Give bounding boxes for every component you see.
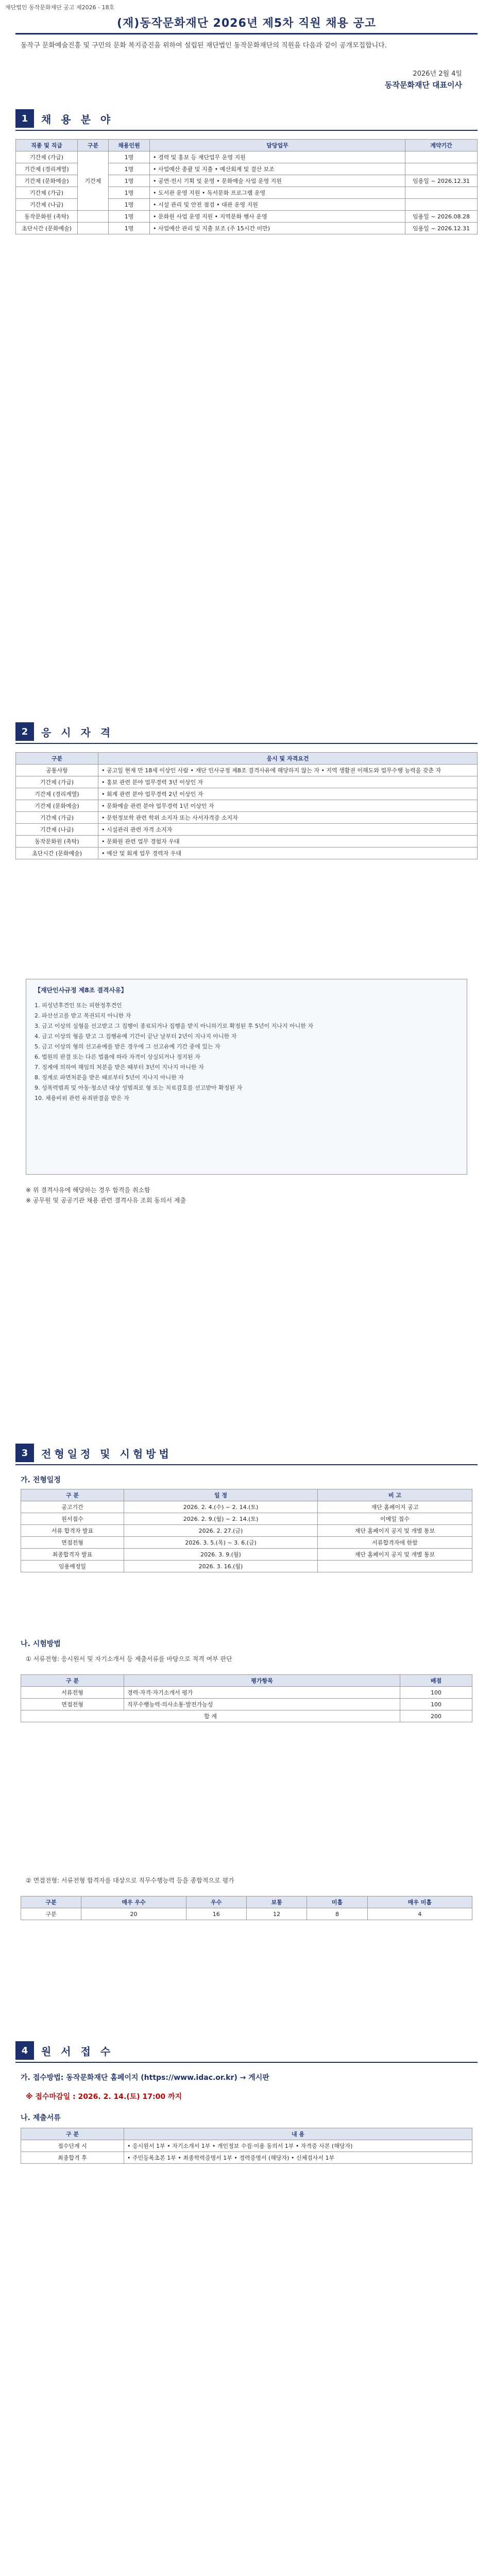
box-line: 9. 성폭력범죄 및 아동·청소년 대상 성범죄로 형 또는 치료감호를 선고받아 확정된 자 xyxy=(35,1084,243,1091)
table-row xyxy=(16,223,478,234)
duty-cell: • 경력 및 홍보 등 재단업무 운영 지원 xyxy=(150,151,405,163)
subheading: 나. 제출서류 xyxy=(21,2114,61,2122)
term-cell: 임용일 ~ 2026.12.31 xyxy=(405,223,478,234)
col-header: 평가항목 xyxy=(124,1675,400,1687)
qual-key: 기간제 (경리계열) xyxy=(16,788,98,800)
score-table xyxy=(21,1674,472,1722)
duty-cell: • 시설 관리 및 안전 점검 • 대관 운영 지원 xyxy=(150,199,405,211)
total-value: 200 xyxy=(400,1710,472,1722)
section-number: 2 xyxy=(15,722,34,741)
col-header: 응시 및 자격요건 xyxy=(98,753,478,765)
signature: 동작문화재단 대표이사 xyxy=(384,80,462,90)
job-cell: 기간제 (가급) xyxy=(16,187,78,199)
section-title: 원 서 접 수 xyxy=(41,2045,114,2058)
documents-table xyxy=(21,2128,472,2164)
notice-number: 재단법인 동작문화재단 공고 제2026 - 18호 xyxy=(5,4,115,11)
schedule-date: 2026. 3. 5.(목) ~ 3. 6.(금) xyxy=(124,1537,318,1549)
job-cell: 기간제 (경리계열) xyxy=(16,163,78,175)
grade-value: 20 xyxy=(81,1908,186,1920)
notice-date: 2026년 2월 4일 xyxy=(413,70,462,78)
subheading: 나. 시험방법 xyxy=(21,1640,61,1648)
total-label: 합 계 xyxy=(21,1710,400,1722)
section-number: 3 xyxy=(15,1444,34,1462)
col-header: 직종 및 직급 xyxy=(16,140,78,151)
table-row xyxy=(21,1549,472,1561)
schedule-note: 서류합격자에 한함 xyxy=(318,1537,472,1549)
grade-value: 12 xyxy=(246,1908,307,1920)
qual-key: 기간제 (가급) xyxy=(16,812,98,824)
box-line: 5. 금고 이상의 형의 선고유예를 받은 경우에 그 선고유예 기간 중에 있는 자 xyxy=(35,1043,220,1050)
job-cell: 기간제 (가급) xyxy=(16,151,78,163)
deadline-note: ※ 접수마감일 : 2026. 2. 14.(토) 17:00 까지 xyxy=(26,2093,182,2101)
box-line: 1. 피성년후견인 또는 피한정후견인 xyxy=(35,1002,122,1009)
schedule-date: 2026. 2. 4.(수) ~ 2. 14.(토) xyxy=(124,1501,318,1513)
section-number: 1 xyxy=(15,109,34,128)
method-note: ① 서류전형: 응시원서 및 자기소개서 등 제출서류를 바탕으로 적격 여부 판단 xyxy=(26,1655,232,1663)
schedule-date: 2026. 3. 16.(월) xyxy=(124,1561,318,1572)
table-row xyxy=(16,788,478,800)
col-header: 구 분 xyxy=(21,2128,124,2140)
job-cell: 기간제 (문화예술) xyxy=(16,175,78,187)
qual-key: 초단시간 (문화예술) xyxy=(16,848,98,859)
schedule-table xyxy=(21,1489,472,1572)
duty-cell: • 공연·전시 기획 및 운영 • 문화예술 사업 운영 지원 xyxy=(150,175,405,187)
schedule-date: 2026. 2. 27.(금) xyxy=(124,1525,318,1537)
score-key: 서류전형 xyxy=(21,1687,124,1699)
job-cell: 기간제 (나급) xyxy=(16,199,78,211)
term-cell xyxy=(405,151,478,163)
schedule-key: 임용예정일 xyxy=(21,1561,124,1572)
grade-value: 16 xyxy=(186,1908,246,1920)
subheading: 가. 전형일정 xyxy=(21,1476,61,1484)
score-points: 100 xyxy=(400,1699,472,1710)
score-key: 면접전형 xyxy=(21,1699,124,1710)
schedule-note: 재단 홈페이지 공고 xyxy=(318,1501,472,1513)
job-cell: 초단시간 (문화예술) xyxy=(16,223,78,234)
grade-header: 우수 xyxy=(186,1896,246,1908)
section-number: 4 xyxy=(15,2041,34,2060)
table-row xyxy=(16,812,478,824)
duty-cell: • 사업예산 총괄 및 지출 • 예산회계 및 결산 보조 xyxy=(150,163,405,175)
interview-note: ② 면접전형: 서류전형 합격자를 대상으로 직무수행능력 등을 종합적으로 평가 xyxy=(26,1877,234,1884)
score-points: 100 xyxy=(400,1687,472,1699)
count-cell: 1명 xyxy=(109,163,150,175)
section-divider xyxy=(15,2062,478,2063)
schedule-note: 재단 홈페이지 공지 및 개별 통보 xyxy=(318,1525,472,1537)
qualification-table xyxy=(15,752,478,859)
qual-value: • 문화예술 관련 분야 업무경력 1년 이상인 자 xyxy=(98,800,478,812)
section-title: 응 시 자 격 xyxy=(41,726,114,739)
section-title: 채 용 분 야 xyxy=(41,113,114,126)
table-row xyxy=(21,1699,472,1710)
doc-key: 최종합격 후 xyxy=(21,2152,124,2164)
doc-key: 접수단계 시 xyxy=(21,2140,124,2152)
grade-value: 8 xyxy=(307,1908,367,1920)
group-cell xyxy=(78,223,109,234)
table-row xyxy=(16,151,478,163)
page-title: (재)동작문화재단 2026년 제5차 직원 채용 공고 xyxy=(117,17,376,30)
grade-table xyxy=(21,1896,472,1920)
table-row xyxy=(21,2152,472,2164)
note-line: ※ 공무원 및 공공기관 채용 관련 결격사유 조회 동의서 제출 xyxy=(26,1197,186,1204)
col-header: 채용인원 xyxy=(109,140,150,151)
term-cell xyxy=(405,163,478,175)
group-cell: 기간제 xyxy=(78,151,109,211)
grade-header: 매우 미흡 xyxy=(367,1896,472,1908)
qual-key: 동작문화원 (촉탁) xyxy=(16,836,98,848)
grade-value: 4 xyxy=(367,1908,472,1920)
section-header-3 xyxy=(15,1443,172,1463)
schedule-key: 최종합격자 발표 xyxy=(21,1549,124,1561)
section-divider xyxy=(15,130,478,131)
qual-value: • 문화원 관련 업무 경험자 우대 xyxy=(98,836,478,848)
duty-cell: • 도서관 운영 지원 • 독서문화 프로그램 운영 xyxy=(150,187,405,199)
col-header: 내 용 xyxy=(124,2128,472,2140)
subheading: 가. 접수방법: 동작문화재단 홈페이지 (https://www.idac.or.kr) → 게시판 xyxy=(21,2074,269,2082)
job-cell: 동작문화원 (촉탁) xyxy=(16,211,78,223)
score-item: 직무수행능력·의사소통·발전가능성 xyxy=(124,1699,400,1710)
note-line: ※ 위 결격사유에 해당하는 경우 합격을 취소함 xyxy=(26,1187,150,1194)
schedule-key: 면접전형 xyxy=(21,1537,124,1549)
table-row xyxy=(21,2140,472,2152)
table-row xyxy=(16,765,478,776)
grade-header: 구분 xyxy=(21,1896,81,1908)
schedule-key: 서류 합격자 발표 xyxy=(21,1525,124,1537)
qual-value: • 회계 관련 분야 업무경력 2년 이상인 자 xyxy=(98,788,478,800)
grade-label: 구분 xyxy=(21,1908,81,1920)
doc-value: • 주민등록초본 1부 • 최종학력증명서 1부 • 경력증명서 (해당자) • 신체검사서 1부 xyxy=(124,2152,472,2164)
col-header: 구분 xyxy=(78,140,109,151)
table-row xyxy=(16,776,478,788)
table-row xyxy=(21,1561,472,1572)
box-line: 3. 금고 이상의 실형을 선고받고 그 집행이 종료되거나 집행을 받지 아니하기로 확정된 후 5년이 지나지 아니한 자 xyxy=(35,1023,313,1029)
qual-value: • 예산 및 회계 업무 경력자 우대 xyxy=(98,848,478,859)
count-cell: 1명 xyxy=(109,151,150,163)
table-row xyxy=(21,1537,472,1549)
table-row xyxy=(21,1501,472,1513)
section-title: 전형일정 및 시험방법 xyxy=(41,1447,172,1460)
qual-key: 기간제 (나급) xyxy=(16,824,98,836)
table-row xyxy=(16,848,478,859)
schedule-key: 공고기간 xyxy=(21,1501,124,1513)
grade-header: 매우 우수 xyxy=(81,1896,186,1908)
box-line: 7. 징계에 의하여 해임의 처분을 받은 때부터 3년이 지나지 아니한 자 xyxy=(35,1064,204,1071)
duty-cell: • 문화원 사업 운영 지원 • 지역문화 행사 운영 xyxy=(150,211,405,223)
col-header: 일 정 xyxy=(124,1489,318,1501)
table-row xyxy=(16,800,478,812)
grade-header: 보통 xyxy=(246,1896,307,1908)
col-header: 구 분 xyxy=(21,1675,124,1687)
table-row xyxy=(21,1513,472,1525)
col-header: 배점 xyxy=(400,1675,472,1687)
box-line: 8. 징계로 파면처분을 받은 때로부터 5년이 지나지 아니한 자 xyxy=(35,1074,184,1081)
table-row xyxy=(16,836,478,848)
count-cell: 1명 xyxy=(109,175,150,187)
count-cell: 1명 xyxy=(109,199,150,211)
col-header: 구분 xyxy=(16,753,98,765)
schedule-note xyxy=(318,1561,472,1572)
section-header-2 xyxy=(15,721,113,742)
count-cell: 1명 xyxy=(109,223,150,234)
qual-key: 공통사항 xyxy=(16,765,98,776)
duty-cell: • 사업예산 관리 및 지출 보조 (주 15시간 미만) xyxy=(150,223,405,234)
term-cell xyxy=(405,199,478,211)
table-row xyxy=(21,1525,472,1537)
col-header: 비 고 xyxy=(318,1489,472,1501)
qual-key: 기간제 (가급) xyxy=(16,776,98,788)
box-line: 6. 법원의 판결 또는 다른 법률에 따라 자격이 상실되거나 정지된 자 xyxy=(35,1054,200,1060)
qual-key: 기간제 (문화예술) xyxy=(16,800,98,812)
qual-value: • 공고일 현재 만 18세 이상인 사람 • 재단 인사규정 제8조 결격사유에 해당하지 않는 자 • 지역 생활권 이해도와 업무수행 능력을 갖춘 자 xyxy=(98,765,478,776)
term-cell: 임용일 ~ 2026.12.31 xyxy=(405,175,478,187)
qual-value: • 시설관리 관련 자격 소지자 xyxy=(98,824,478,836)
intro-text: 동작구 문화예술진흥 및 구민의 문화 복지증진을 위하여 설립된 재단법인 동작문화재단의 직원을 다음과 같이 공개모집합니다. xyxy=(21,42,387,49)
recruit-table xyxy=(15,139,478,234)
table-row xyxy=(16,824,478,836)
term-cell xyxy=(405,187,478,199)
schedule-date: 2026. 2. 9.(월) ~ 2. 14.(토) xyxy=(124,1513,318,1525)
schedule-date: 2026. 3. 9.(월) xyxy=(124,1549,318,1561)
box-title: 【재단인사규정 제8조 결격사유】 xyxy=(35,987,127,994)
col-header: 구 분 xyxy=(21,1489,124,1501)
section-header-1 xyxy=(15,108,113,129)
schedule-key: 원서접수 xyxy=(21,1513,124,1525)
col-header: 담당업무 xyxy=(150,140,405,151)
term-cell: 임용일 ~ 2026.08.28 xyxy=(405,211,478,223)
col-header: 계약기간 xyxy=(405,140,478,151)
table-row xyxy=(16,211,478,223)
section-divider xyxy=(15,1464,478,1465)
total-row xyxy=(21,1710,472,1722)
box-line: 2. 파산선고를 받고 복권되지 아니한 자 xyxy=(35,1012,131,1019)
section-divider xyxy=(15,743,478,744)
score-item: 경력·자격·자기소개서 평가 xyxy=(124,1687,400,1699)
schedule-note: 재단 홈페이지 공지 및 개별 통보 xyxy=(318,1549,472,1561)
disqualification-box xyxy=(26,979,467,1175)
qual-value: • 홍보 관련 분야 업무경력 3년 이상인 자 xyxy=(98,776,478,788)
grade-header: 미흡 xyxy=(307,1896,367,1908)
section-header-4 xyxy=(15,2040,113,2061)
count-cell: 1명 xyxy=(109,211,150,223)
qual-value: • 문헌정보학 관련 학위 소지자 또는 사서자격증 소지자 xyxy=(98,812,478,824)
group-cell xyxy=(78,211,109,223)
count-cell: 1명 xyxy=(109,187,150,199)
schedule-note: 이메일 접수 xyxy=(318,1513,472,1525)
title-divider xyxy=(15,33,478,35)
box-line: 10. 채용비위 관련 유죄판결을 받은 자 xyxy=(35,1095,129,1101)
box-line: 4. 금고 이상의 형을 받고 그 집행유예 기간이 끝난 날부터 2년이 지나지 아니한 자 xyxy=(35,1033,237,1040)
table-row xyxy=(21,1687,472,1699)
doc-value: • 응시원서 1부 • 자기소개서 1부 • 개인정보 수집·이용 동의서 1부 • 자격증 사본 (해당자) xyxy=(124,2140,472,2152)
